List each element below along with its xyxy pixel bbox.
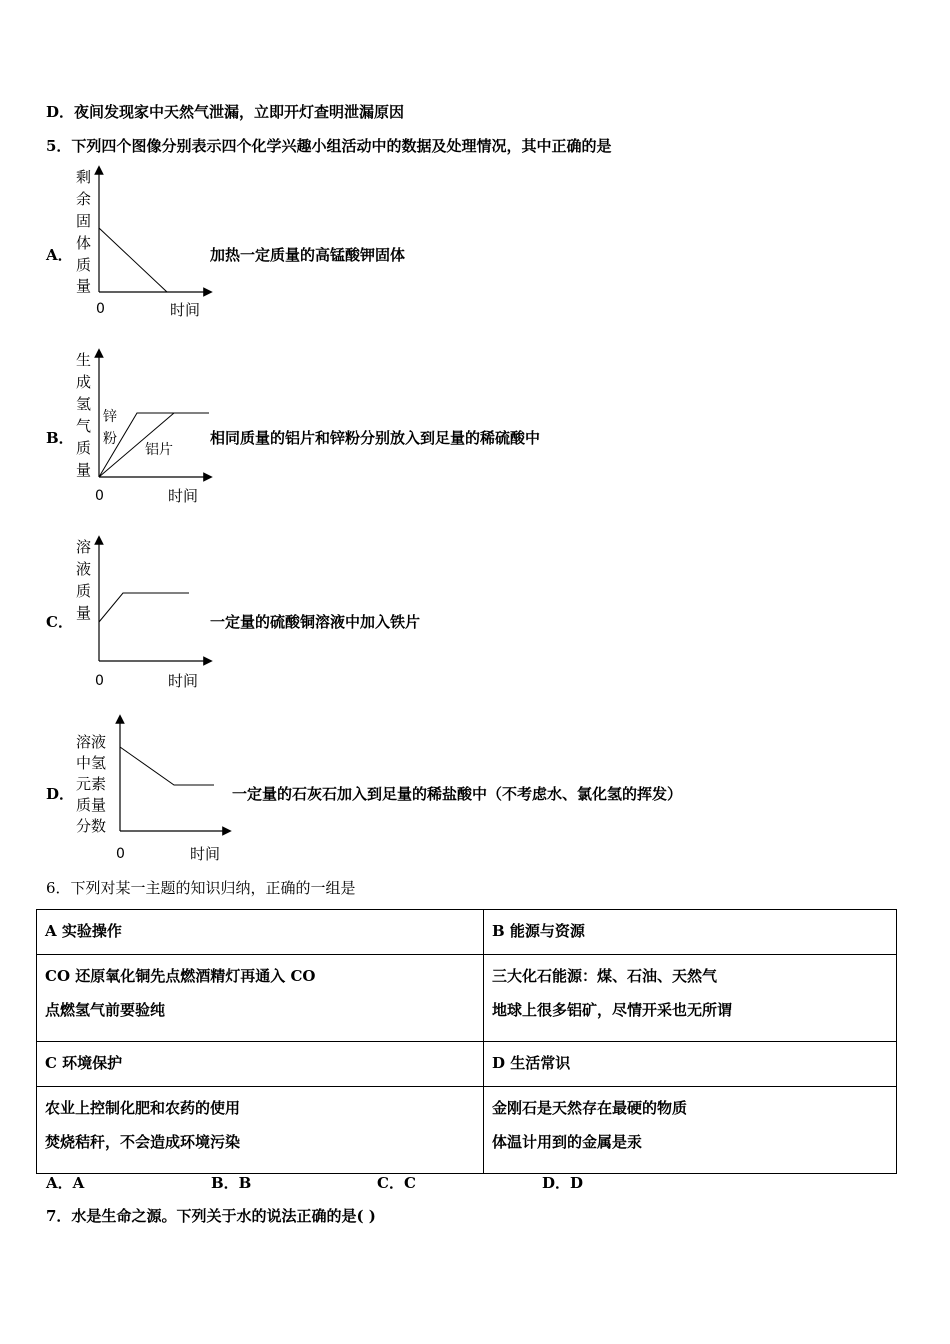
q7-stem: 7．水是生命之源。下列关于水的说法正确的是( ) [46, 1207, 376, 1225]
graph-a [70, 165, 230, 329]
cell-d-line-2: 体温计用到的金属是汞 [492, 1133, 643, 1151]
graph-d-origin: 0 [116, 846, 125, 862]
cell-d-body [484, 1087, 897, 1174]
cell-c-head: C 环境保护 [37, 1042, 484, 1087]
graph-c-data-line [99, 593, 189, 622]
q6-answer-b: B．B [211, 1174, 252, 1192]
q5-option-c-desc: 一定量的硫酸铜溶液中加入铁片 [210, 613, 421, 631]
q5-option-a-desc: 加热一定质量的高锰酸钾固体 [210, 246, 406, 264]
cell-b-body [484, 955, 897, 1042]
graph-b-xlabel: 时间 [168, 487, 199, 505]
cell-c-body [37, 1087, 484, 1174]
graph-b-zinc-label-0: 锌 [103, 409, 117, 425]
graph-c-ylabel-1: 液 [76, 560, 92, 578]
q6-knowledge-table [36, 909, 897, 1174]
q5-stem: 5．下列四个图像分别表示四个化学兴趣小组活动中的数据及处理情况，其中正确的是 [46, 137, 612, 155]
graph-d-data-line [120, 747, 214, 785]
cell-b-line-1: 三大化石能源：煤、石油、天然气 [492, 967, 718, 985]
graph-c-xlabel: 时间 [168, 672, 199, 690]
graph-c [70, 535, 230, 699]
cell-b-line-2: 地球上很多铝矿，尽情开采也无所谓 [492, 1001, 733, 1019]
cell-c-line-2: 焚烧秸秆，不会造成环境污染 [45, 1133, 241, 1151]
graph-d-ylabel-0: 溶液 [76, 733, 107, 751]
q5-option-b-letter: B． [46, 429, 74, 447]
graph-d-ylabel-1: 中氢 [76, 754, 107, 772]
graph-d-ylabel-2: 元素 [76, 775, 107, 793]
graph-a-xlabel: 时间 [170, 301, 201, 319]
q5-option-d-letter: D． [46, 785, 75, 803]
graph-c-ylabel-3: 量 [76, 604, 92, 622]
graph-d-ylabel-4: 分数 [76, 817, 107, 835]
graph-a-origin: 0 [96, 301, 105, 317]
graph-b-ylabel-3: 气 [76, 417, 92, 435]
graph-b-zinc-label-1: 粉 [103, 431, 117, 447]
q5-option-c-letter: C． [46, 613, 73, 631]
graph-b [70, 348, 230, 512]
graph-b-ylabel-5: 量 [76, 461, 92, 479]
q5-option-d-desc: 一定量的石灰石加入到足量的稀盐酸中（不考虑水、氯化氢的挥发） [232, 785, 683, 803]
q5-option-b-desc: 相同质量的铝片和锌粉分别放入到足量的稀硫酸中 [210, 429, 541, 447]
q4-option-d: D．夜间发现家中天然气泄漏，立即开灯查明泄漏原因 [46, 103, 405, 121]
graph-d-ylabel-3: 质量 [76, 796, 107, 814]
graph-b-ylabel-2: 氢 [76, 395, 92, 413]
q6-answer-c: C．C [377, 1174, 416, 1192]
graph-d [72, 715, 252, 879]
cell-b-head: B 能源与资源 [484, 910, 897, 955]
cell-c-line-1: 农业上控制化肥和农药的使用 [45, 1099, 241, 1117]
graph-a-ylabel-0: 剩 [76, 168, 92, 186]
graph-a-ylabel-4: 质 [76, 256, 92, 274]
graph-a-ylabel-2: 固 [76, 212, 92, 230]
graph-a-ylabel-3: 体 [76, 234, 92, 252]
graph-b-origin: 0 [95, 488, 104, 504]
q6-answer-d: D．D [542, 1174, 584, 1192]
cell-a-line-2: 点燃氢气前要验纯 [45, 1001, 166, 1019]
graph-a-ylabel-5: 量 [76, 277, 92, 295]
q5-option-a-letter: A． [46, 246, 73, 264]
graph-d-xlabel: 时间 [190, 845, 221, 863]
q6-answer-a: A．A [46, 1174, 85, 1192]
graph-b-ylabel-4: 质 [76, 439, 92, 457]
graph-c-ylabel-0: 溶 [76, 538, 92, 556]
cell-a-head: A 实验操作 [37, 910, 484, 955]
graph-b-ylabel-1: 成 [76, 373, 92, 391]
cell-d-head: D 生活常识 [484, 1042, 897, 1087]
graph-b-ylabel-0: 生 [76, 351, 92, 369]
graph-b-aluminum-label: 铝片 [145, 442, 173, 458]
graph-c-origin: 0 [95, 673, 104, 689]
graph-a-ylabel-1: 余 [76, 190, 92, 208]
cell-a-body [37, 955, 484, 1042]
cell-d-line-1: 金刚石是天然存在最硬的物质 [492, 1099, 688, 1117]
cell-a-line-1: CO 还原氧化铜先点燃酒精灯再通入 CO [45, 967, 316, 985]
graph-c-ylabel-2: 质 [76, 582, 92, 600]
q6-stem: 6．下列对某一主题的知识归纳，正确的一组是 [46, 879, 356, 897]
graph-a-data-line [99, 228, 167, 292]
